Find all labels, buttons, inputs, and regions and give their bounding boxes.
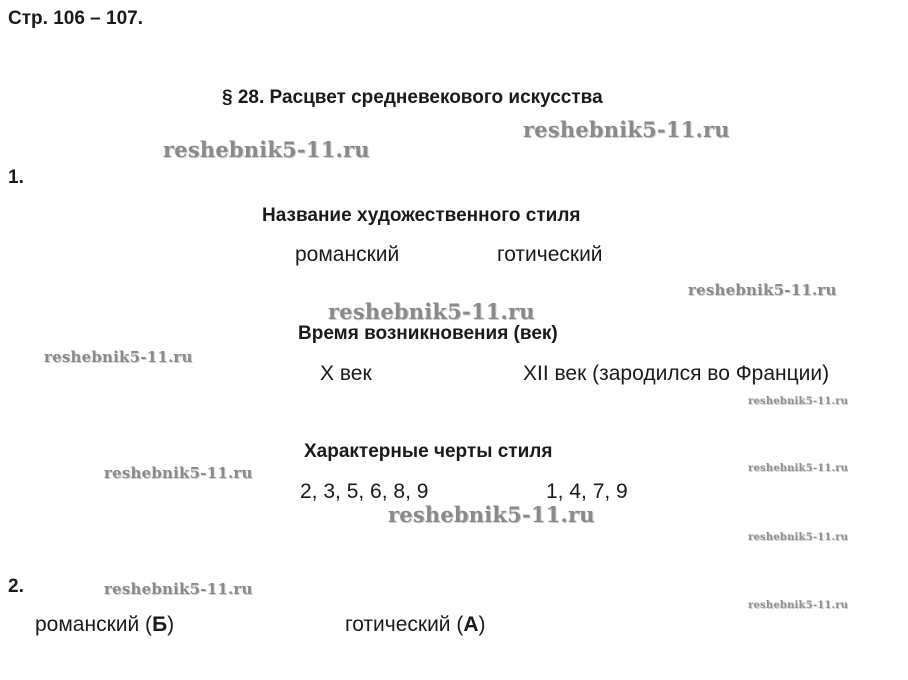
style-name-heading: Название художественного стиля: [262, 205, 581, 226]
origin-time-heading: Время возникновения (век): [298, 323, 558, 344]
task-1-number: 1.: [8, 167, 24, 188]
time-romanesque: X век: [320, 362, 372, 385]
close-paren: ): [167, 613, 175, 636]
watermark: reshebnik5-11.ru: [104, 464, 253, 482]
answer-romanesque: [35, 613, 174, 637]
close-paren: ): [478, 613, 486, 636]
watermark: reshebnik5-11.ru: [163, 137, 370, 162]
watermark: reshebnik5-11.ru: [748, 532, 849, 543]
watermark: reshebnik5-11.ru: [748, 463, 849, 474]
watermark: reshebnik5-11.ru: [388, 502, 595, 527]
features-heading: Характерные черты стиля: [304, 441, 553, 462]
answer-gothic-letter: А: [463, 613, 479, 636]
task-2-number: 2.: [8, 576, 24, 597]
watermark: reshebnik5-11.ru: [688, 281, 837, 299]
answer-gothic: [345, 613, 486, 637]
style-gothic: готический: [497, 243, 603, 266]
answer-gothic-text: готический (: [345, 613, 464, 636]
watermark: reshebnik5-11.ru: [104, 580, 253, 598]
features-romanesque: 2, 3, 5, 6, 8, 9: [300, 480, 429, 503]
watermark: reshebnik5-11.ru: [44, 348, 193, 366]
features-gothic: 1, 4, 7, 9: [546, 480, 628, 503]
section-title: § 28. Расцвет средневекового искусства: [222, 87, 603, 108]
answer-romanesque-text: романский (: [35, 613, 153, 636]
style-romanesque: романский: [295, 243, 400, 266]
watermark: reshebnik5-11.ru: [748, 600, 849, 611]
page-reference: Стр. 106 – 107.: [8, 8, 143, 29]
answer-romanesque-letter: Б: [152, 613, 168, 636]
watermark: reshebnik5-11.ru: [523, 117, 730, 142]
watermark: reshebnik5-11.ru: [748, 396, 849, 407]
watermark: reshebnik5-11.ru: [328, 299, 535, 324]
time-gothic: XII век (зародился во Франции): [523, 362, 830, 385]
